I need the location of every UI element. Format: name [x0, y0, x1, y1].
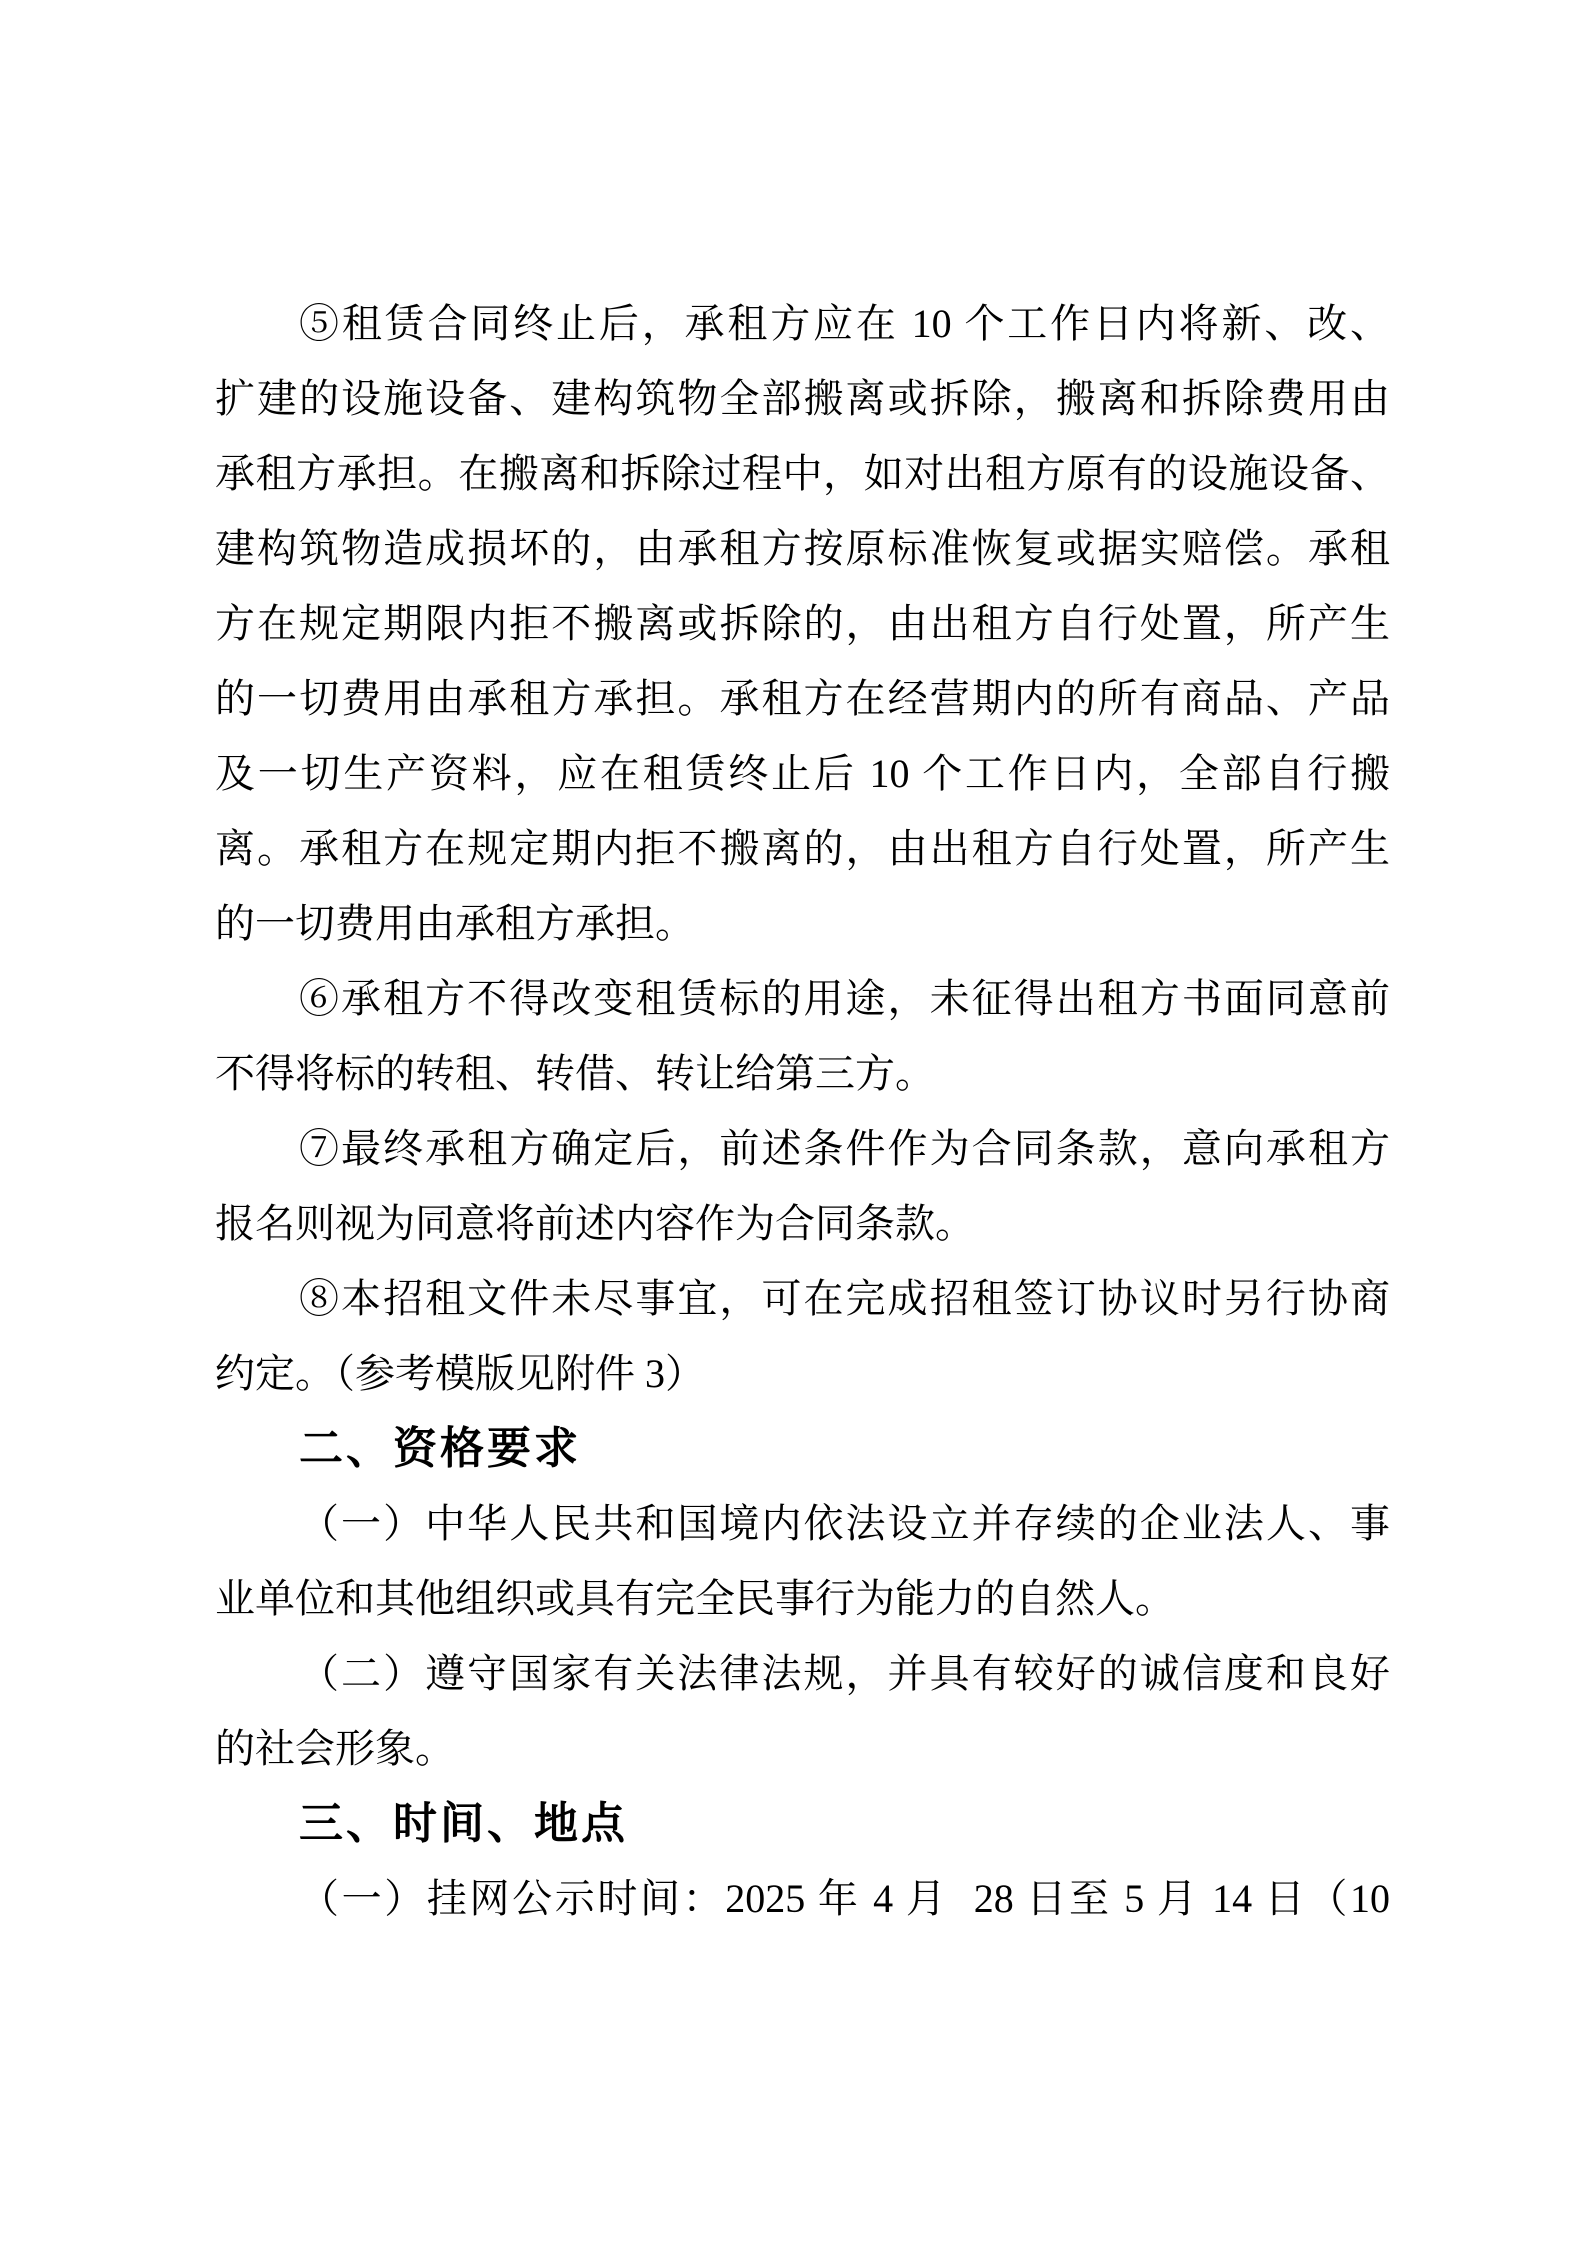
doc-line: ⑥承租方不得改变租赁标的用途，未征得出租方书面同意前 [299, 976, 1390, 1021]
doc-line: ⑤租赁合同终止后，承租方应在 10 个工作日内将新、改、 [299, 301, 1390, 346]
doc-line: （二）遵守国家有关法律法规，并具有较好的诚信度和良好 [299, 1651, 1390, 1696]
doc-line: 报名则视为同意将前述内容作为合同条款。 [215, 1201, 975, 1246]
doc-line: 的社会形象。 [215, 1726, 455, 1771]
doc-line: ⑧本招租文件未尽事宜，可在完成招租签订协议时另行协商 [299, 1276, 1390, 1321]
document-text-block [215, 286, 1390, 1936]
doc-line: （一）中华人民共和国境内依法设立并存续的企业法人、事 [299, 1501, 1390, 1546]
doc-line: 承租方承担。在搬离和拆除过程中，如对出租方原有的设施设备、 [215, 451, 1390, 496]
doc-line: 不得将标的转租、转借、转让给第三方。 [215, 1051, 935, 1096]
doc-line: 的一切费用由承租方承担。 [215, 901, 695, 946]
doc-line: 方在规定期限内拒不搬离或拆除的，由出租方自行处置，所产生 [215, 601, 1390, 646]
doc-line: 离。承租方在规定期内拒不搬离的，由出租方自行处置，所产生 [215, 826, 1390, 871]
doc-line: 扩建的设施设备、建构筑物全部搬离或拆除，搬离和拆除费用由 [215, 376, 1390, 421]
doc-line: 约定。（参考模版见附件 3） [215, 1351, 705, 1396]
doc-line: 业单位和其他组织或具有完全民事行为能力的自然人。 [215, 1576, 1175, 1621]
doc-line: 建构筑物造成损坏的，由承租方按原标准恢复或据实赔偿。承租 [215, 526, 1390, 571]
doc-line: ⑦最终承租方确定后，前述条件作为合同条款，意向承租方 [299, 1126, 1390, 1171]
doc-line: 的一切费用由承租方承担。承租方在经营期内的所有商品、产品 [215, 676, 1390, 721]
section-heading: 二、资格要求 [299, 1424, 581, 1473]
section-heading: 三、时间、地点 [299, 1799, 628, 1848]
doc-line: 及一切生产资料，应在租赁终止后 10 个工作日内，全部自行搬 [215, 751, 1390, 796]
doc-line: （一）挂网公示时间：2025 年 4 月 28 日至 5 月 14 日（10 [299, 1876, 1390, 1921]
